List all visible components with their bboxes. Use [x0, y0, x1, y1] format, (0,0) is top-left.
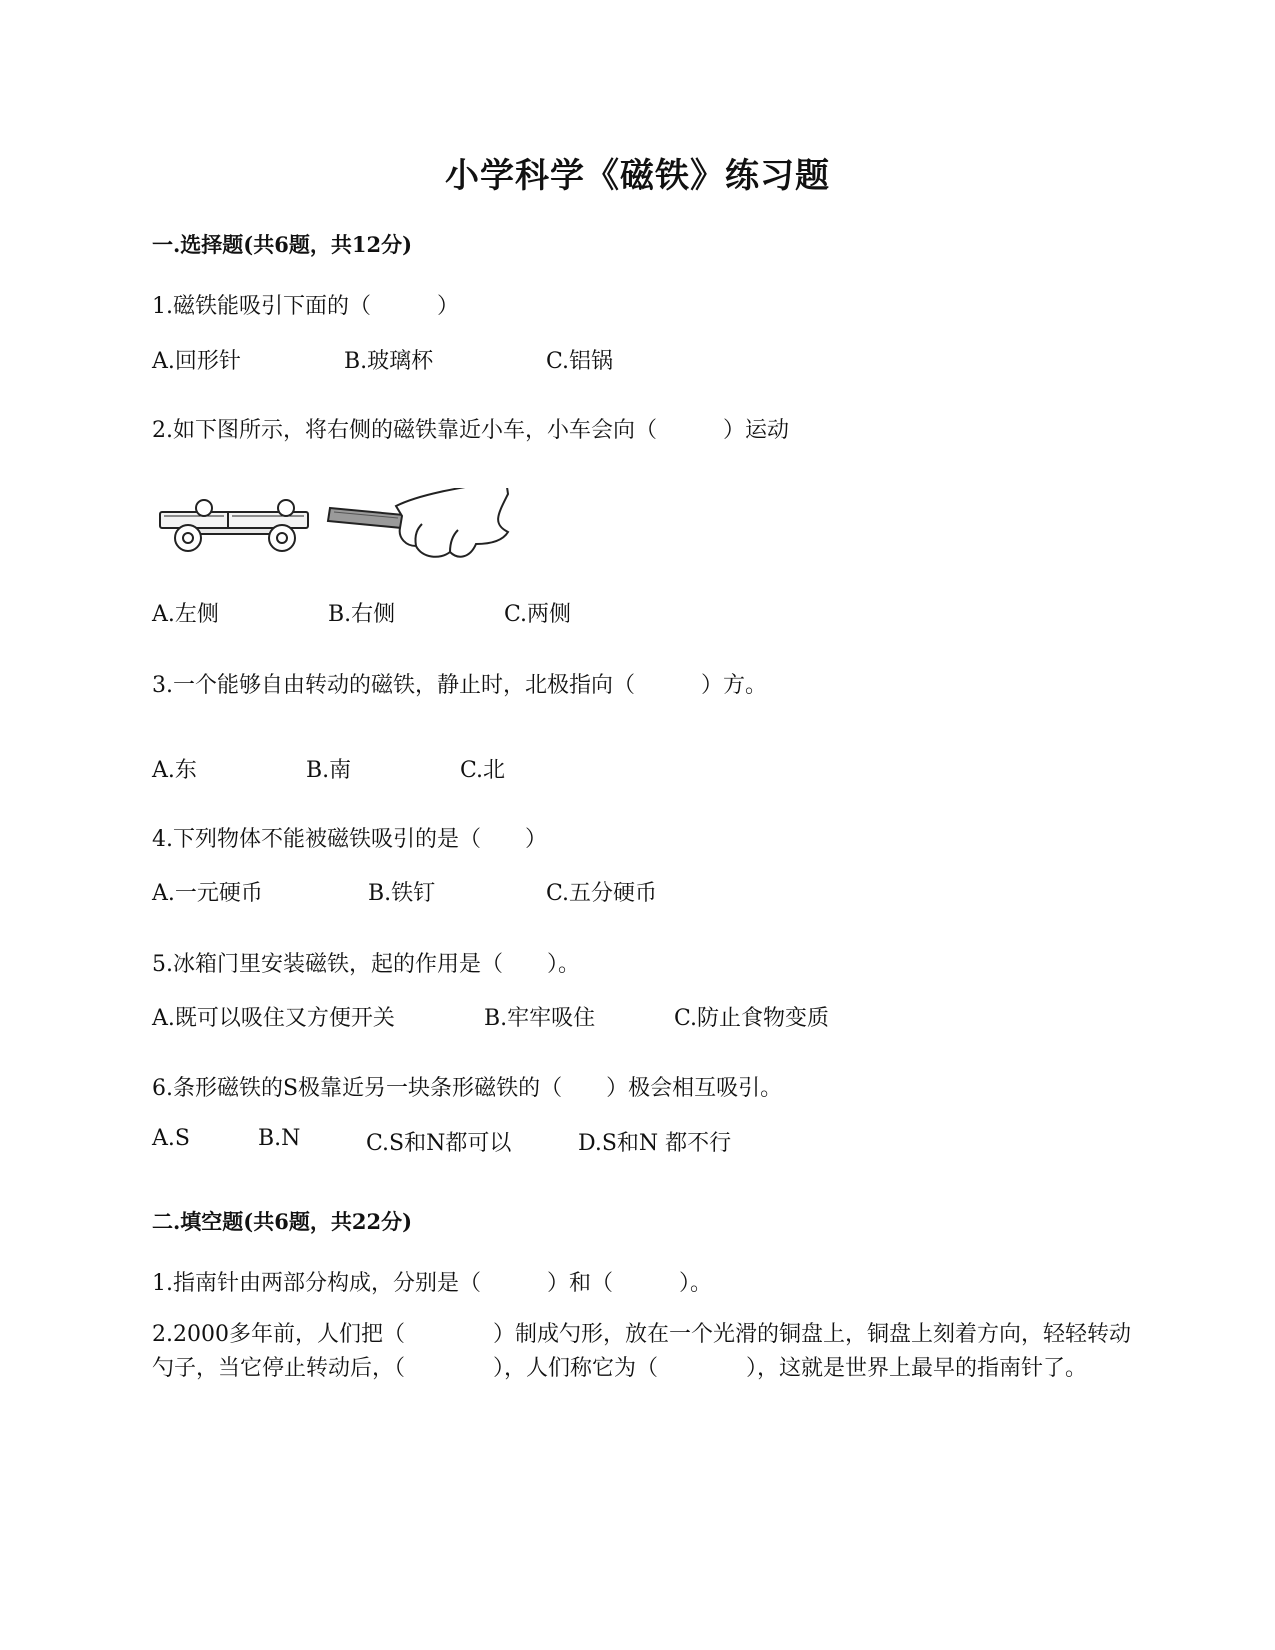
section-heading-choice: 一.选择题(共6题，共12分) — [152, 232, 413, 257]
fill-blank-question-1: 1.指南针由两部分构成，分别是（ ）和（ ）。 — [152, 1271, 712, 1296]
option-a: A.回形针 — [152, 349, 241, 374]
section-heading-fill-blank: 二.填空题(共6题，共22分) — [152, 1209, 413, 1234]
question-2-stem: 2.如下图所示，将右侧的磁铁靠近小车，小车会向（ ）运动 — [152, 418, 789, 443]
option-b: B.铁钉 — [368, 881, 436, 906]
question-6-options — [152, 1126, 1152, 1156]
bar-magnet-illustration — [328, 508, 404, 528]
option-b: B.南 — [306, 758, 352, 783]
option-a: A.S — [152, 1126, 190, 1151]
question-3-stem: 3.一个能够自由转动的磁铁，静止时，北极指向（ ）方。 — [152, 673, 767, 698]
fill-blank-question-2: 2.2000多年前，人们把（ ）制成勺形，放在一个光滑的铜盘上，铜盘上刻着方向，轻轻转动勺子，当它停止转动后，（ ），人们称它为（ ），这就是世界上最早的指南针了。 — [152, 1322, 1131, 1381]
option-a: A.东 — [152, 758, 197, 783]
option-c: C.防止食物变质 — [674, 1006, 830, 1031]
question-5-options — [152, 1001, 1152, 1031]
option-b: B.玻璃杯 — [344, 349, 434, 374]
option-a: A.一元硬币 — [152, 881, 263, 906]
option-a: A.既可以吸住又方便开关 — [152, 1006, 395, 1031]
question-1-options — [152, 344, 1152, 374]
toy-car-illustration — [160, 500, 308, 551]
option-c: C.铝锅 — [546, 349, 614, 374]
question-5-stem: 5.冰箱门里安装磁铁，起的作用是（ ）。 — [152, 952, 580, 977]
option-b: B.牢牢吸住 — [484, 1006, 596, 1031]
question-1-stem: 1.磁铁能吸引下面的（ ） — [152, 294, 459, 319]
question-2-options — [152, 597, 1152, 627]
option-c: C.五分硬币 — [546, 881, 658, 906]
question-4-options — [152, 876, 1152, 906]
option-c: C.北 — [460, 758, 506, 783]
question-6-stem: 6.条形磁铁的S极靠近另一块条形磁铁的（ ）极会相互吸引。 — [152, 1076, 783, 1101]
option-d: D.S和N 都不行 — [578, 1131, 732, 1156]
question-4-stem: 4.下列物体不能被磁铁吸引的是（ ） — [152, 827, 547, 852]
option-b: B.右侧 — [328, 602, 396, 627]
hand-illustration — [396, 488, 508, 557]
car-and-magnet-figure — [158, 488, 538, 593]
question-3-options — [152, 753, 1152, 783]
option-a: A.左侧 — [152, 602, 219, 627]
page-title: 小学科学《磁铁》练习题 — [445, 156, 830, 196]
option-b: B.N — [258, 1126, 301, 1151]
option-c: C.S和N都可以 — [366, 1131, 512, 1156]
option-c: C.两侧 — [504, 602, 572, 627]
